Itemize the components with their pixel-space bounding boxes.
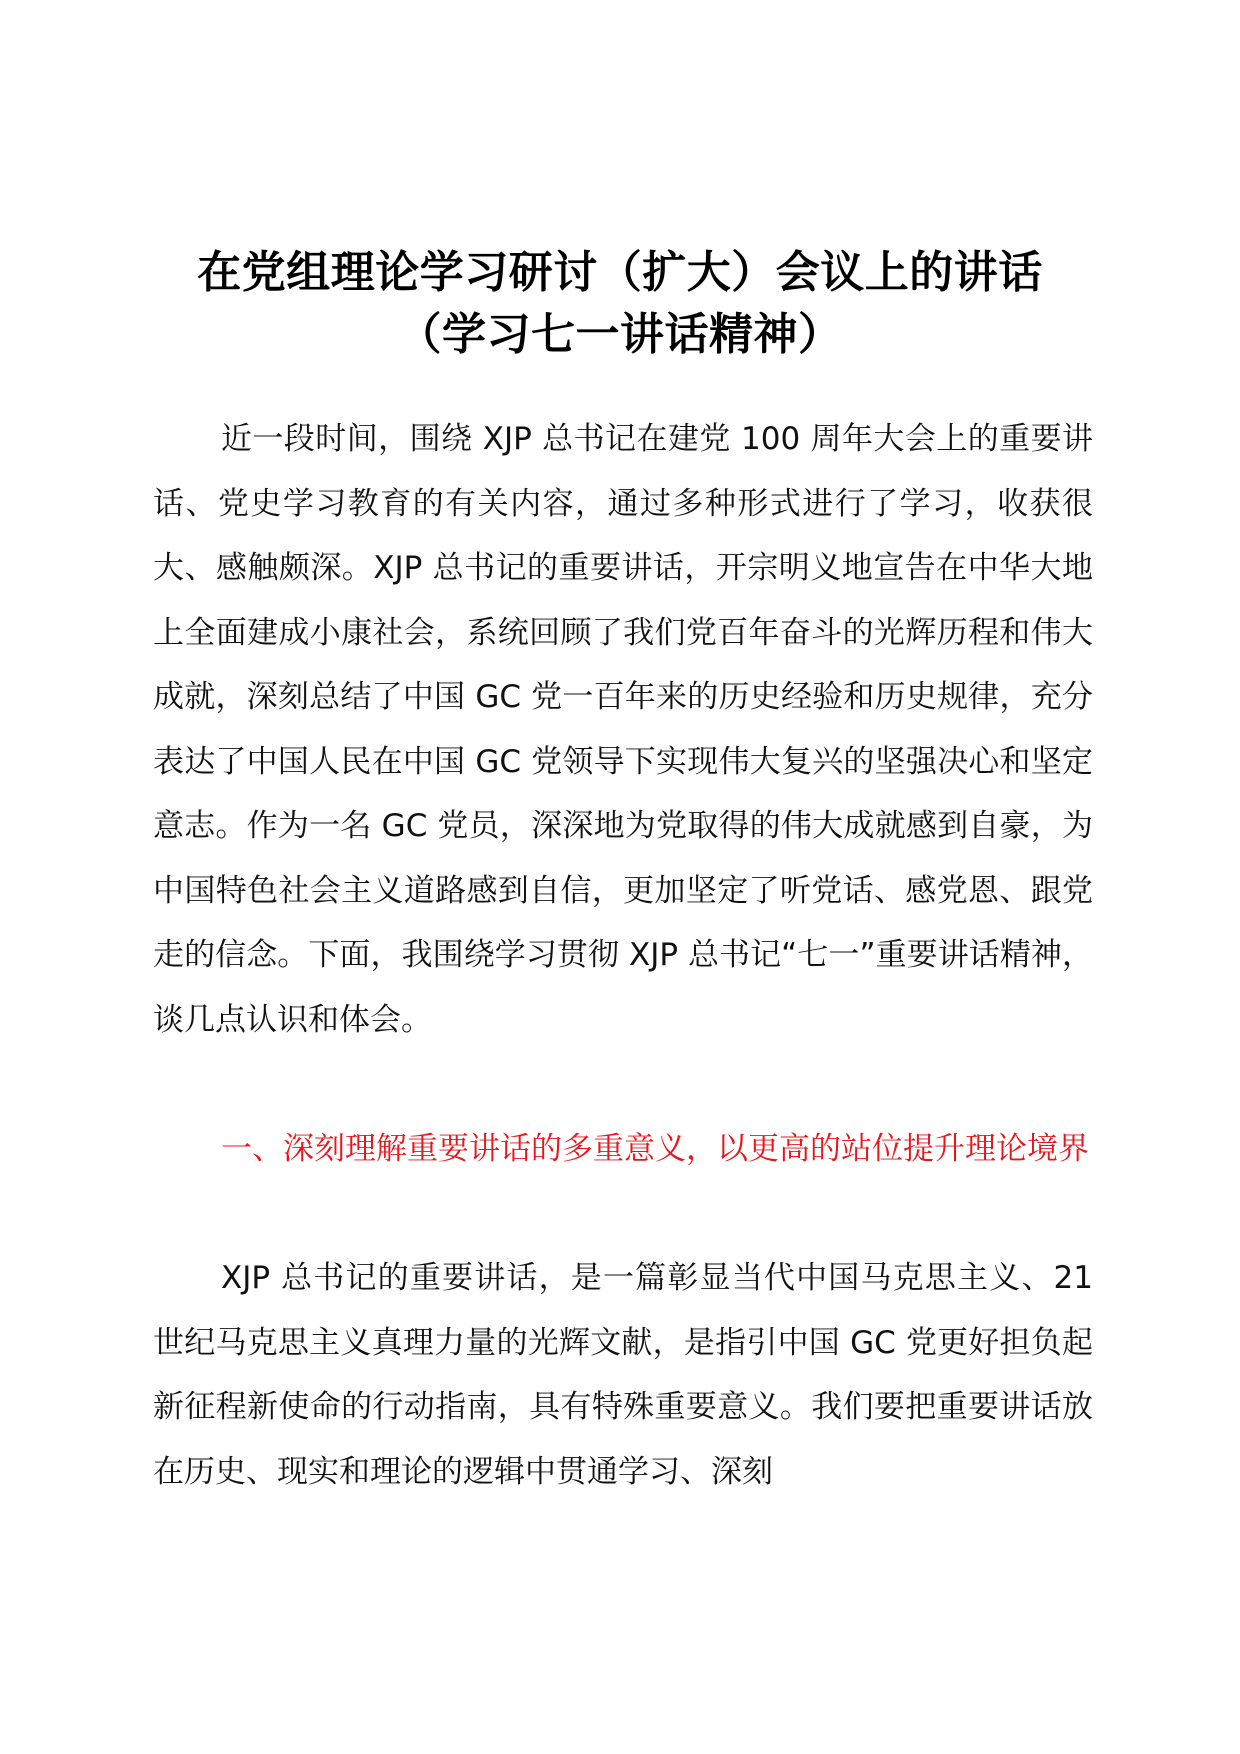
section-heading-1: 一、深刻理解重要讲话的多重意义，以更高的站位提升理论境界 [221,1131,1089,1167]
title-line-subtitle: （学习七一讲话精神） [397,309,843,360]
document-title [0,242,1240,366]
title-line-main: 在党组理论学习研讨（扩大）会议上的讲话 [197,247,1043,298]
body-paragraph-2: XJP 总书记的重要讲话，是一篇彰显当代中国马克思主义、21 世纪马克思主义真理力量的光辉文献，是指引中国 GC 党更好担负起新征程新使命的行动指南，具有特殊重要意义。我们要把重要讲话放在历史、现实和理论的逻辑中贯通学习、深刻 [153,1260,1093,1490]
intro-paragraph: 近一段时间，围绕 XJP 总书记在建党 100 周年大会上的重要讲话、党史学习教育的有关内容，通过多种形式进行了学习，收获很大、感触颇深。XJP 总书记的重要讲话，开宗明义地宣告在中华大地上全面建成小康社会，系统回顾了我们党百年奋斗的光辉历程和伟大成就，深刻总结了中国 GC 党一百年来的历史经验和历史规律，充分表达了中国人民在中国 GC 党领导下实现伟大复兴的坚强决心和坚定意志。作为一名 GC 党员，深深地为党取得的伟大成就感到自豪，为中国特色社会主义道路感到自信，更加坚定了听党话、感党恩、跟党走的信念。下面，我围绕学习贯彻 XJP 总书记“七一”重要讲话精神，谈几点认识和体会。 [153,421,1093,1038]
